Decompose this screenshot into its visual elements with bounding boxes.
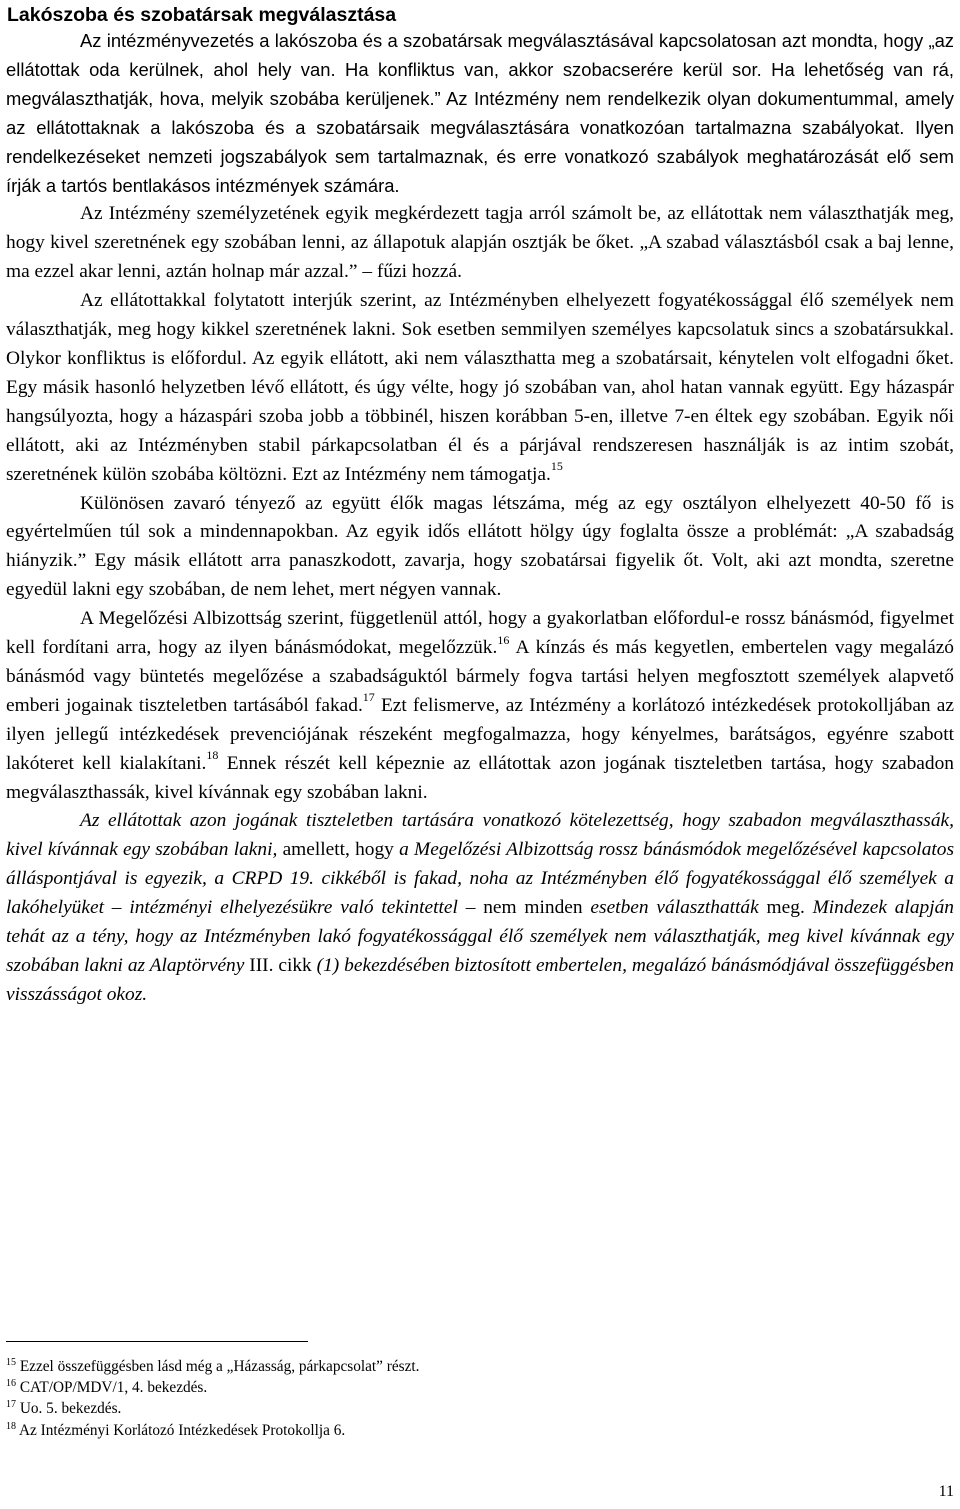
paragraph-2: Az Intézmény személyzetének egyik megkérdezett tagja arról számolt be, az ellátottak nem választhatják meg, hogy kivel szeretnének egy szobában lenni, az állapotuk alapján osztják be őket. „A szabad választásból csak a baj lenne, ma ezzel akar lenni, aztán holnap már azzal.” – fűzi hozzá. bbox=[6, 203, 954, 283]
paragraph-6 bbox=[6, 807, 954, 1009]
paragraph-5-text-c: Ezt felismerve, az Intézmény a korlátozó intézkedések protokolljában az ilyen jellegű intézkedések prevenciójának részeként megfogalmazza, hogy kényelmes, barátságos, egyénre szabott lakóteret kell kialakítani. bbox=[6, 694, 954, 774]
footnote-number: 18 bbox=[6, 1420, 16, 1432]
paragraph-6-text-d: nem minden bbox=[475, 897, 591, 919]
paragraph-6-italic-a: Az ellátottak azon jogának tiszteletben tartására vonatkozó kötelezettség, hogy szabadon megválaszthassák, kivel kívánnak egy szobában lakni, bbox=[6, 810, 954, 861]
footnote-text: Az Intézményi Korlátozó Intézkedések Protokollja 6. bbox=[16, 1421, 346, 1439]
body-text bbox=[6, 27, 954, 1010]
section-title: Lakószoba és szobatársak megválasztása bbox=[7, 4, 397, 26]
paragraph-4: Különösen zavaró tényező az együtt élők magas létszáma, még az egy osztályon elhelyezett 40-50 fő is egyértelműen túl sok a mindennapokban. Az egyik idős ellátott hölgy úgy foglalta össze a problémát: „A szabadság hiányzik.” Egy másik ellátott arra panaszkodott, zavarja, hogy szobatársai figyelik őt. Volt, aki azt mondta, szeretne egyedül lakni egy szobában, de nem lehet, mert négyen vannak. bbox=[6, 492, 954, 601]
paragraph-1 bbox=[6, 27, 954, 200]
paragraph-6-italic-c: a Megelőzési Albizottság rossz bánásmódok megelőzésével kapcsolatos álláspontjával is egyezik, a CRPD 19. cikkéből is fakad, noha az Intézményben élő fogyatékossággal élő személyek a lakóhelyüket – intézményi elhelyezésükre való tekintettel – bbox=[6, 839, 955, 919]
footnote-text: CAT/OP/MDV/1, 4. bekezdés. bbox=[16, 1379, 208, 1397]
paragraph-6-text-b: amellett, hogy bbox=[277, 839, 400, 861]
paragraph-6-text-h: III. cikk bbox=[244, 955, 317, 976]
paragraph-1-rest: Az Intézmény nem rendelkezik olyan dokumentummal, amely az ellátottaknak a lakószoba és a szobatársaik megválasztására vonatkozóan tartalmazna szabályokat. Ilyen rendelkezéseket nemzeti jogszabályok sem tartalmaznak, és erre vonatkozó szabályok meghatározását elő sem írják a tartós bentlakásos intézmények számára. bbox=[6, 87, 954, 196]
footnote-18 bbox=[6, 1420, 946, 1441]
paragraph-5-text-b: A kínzás és más kegyetlen, embertelen vagy megalázó bánásmód vagy büntetés megelőzése a szabadságuktól bármely fogva tartási helyen megfosztott személyek alapvető emberi jogainak tiszteletben tartásából fakad. bbox=[6, 637, 954, 716]
footnotes bbox=[6, 1356, 946, 1441]
footnote-number: 15 bbox=[6, 1356, 16, 1368]
footnote-ref-16[interactable]: 16 bbox=[497, 632, 510, 647]
footnote-separator bbox=[6, 1341, 308, 1342]
paragraph-3-text: Az ellátottakkal folytatott interjúk szerint, az Intézményben elhelyezett fogyatékossággal élő személyek nem választhatják, meg hogy kikkel szeretnének lakni. Sok esetben semmilyen személyes kapcsolatuk sincs a szobatársukkal. Olykor konfliktus is előfordul. Az egyik ellátott, aki nem választhatta meg a szobatársait, kénytelen volt elfogadni őket. Egy másik hasonló helyzetben lévő ellátott, és úgy vélte, hogy jó szobában van, ahol hatan vannak együtt. Egy házaspár hangsúlyozta, hogy a házaspári szoba jobb a többinél, hiszen korábban 5-en, illetve 7-en éltek egy szobában. Egyik női ellátott, aki az Intézményben stabil párkapcsolatban él és a párjával rendszeresen használják is az intim szobát, szeretnének külön szobába költözni. Ezt az Intézmény nem támogatja. bbox=[6, 290, 954, 485]
paragraph-6-italic-i: (1) bekezdésében biztosított embertelen, megalázó bánásmódjával összefüggésben visszásságot okoz. bbox=[6, 955, 954, 1005]
footnote-17 bbox=[6, 1398, 946, 1419]
paragraph-6-italic-g: Mindezek alapján tehát az a tény, hogy az Intézményben lakó fogyatékossággal élő személyek nem választhatják, meg kivel kívánnak egy szobában lakni az Alaptörvény bbox=[6, 897, 954, 976]
paragraph-1-quote: Az intézményvezetés a lakószoba és a szobatársak megválasztásával kapcsolatosan azt mondta, hogy „az ellátottak oda kerülnek, ahol hely van. Ha konfliktus van, akkor szobacserére kerül sor. Ha lehetőség van rá, megválaszthatják, hova, melyik szobába kerüljenek.” bbox=[6, 30, 954, 109]
footnote-text: Uo. 5. bekezdés. bbox=[16, 1400, 122, 1418]
paragraph-5-text-d: Ennek részét kell képeznie az ellátottak azon jogának tiszteletben tartása, hogy szabadon megválaszthassák, kivel kívánnak egy szobában lakni. bbox=[6, 752, 954, 803]
footnote-16 bbox=[6, 1377, 946, 1398]
footnote-number: 16 bbox=[6, 1378, 16, 1390]
footnote-15 bbox=[6, 1356, 946, 1377]
footnote-ref-17[interactable]: 17 bbox=[362, 690, 375, 705]
paragraph-3 bbox=[6, 287, 954, 489]
paragraph-6-italic-e: esetben választhatták bbox=[590, 897, 759, 919]
paragraph-5 bbox=[6, 605, 954, 807]
paragraph-6-text-f: meg. bbox=[758, 897, 813, 919]
footnote-number: 17 bbox=[6, 1399, 16, 1411]
footnote-ref-15[interactable]: 15 bbox=[550, 459, 563, 474]
footnote-ref-18[interactable]: 18 bbox=[206, 748, 219, 763]
page-number: 11 bbox=[938, 1483, 954, 1500]
paragraph-5-text-a: A Megelőzési Albizottság szerint, függetlenül attól, hogy a gyakorlatban előfordul-e rossz bánásmód, figyelmet kell fordítani arra, hogy az ilyen bánásmódokat, megelőzzük. bbox=[6, 608, 954, 659]
footnote-text: Ezzel összefüggésben lásd még a „Házasság, párkapcsolat” részt. bbox=[16, 1358, 420, 1375]
